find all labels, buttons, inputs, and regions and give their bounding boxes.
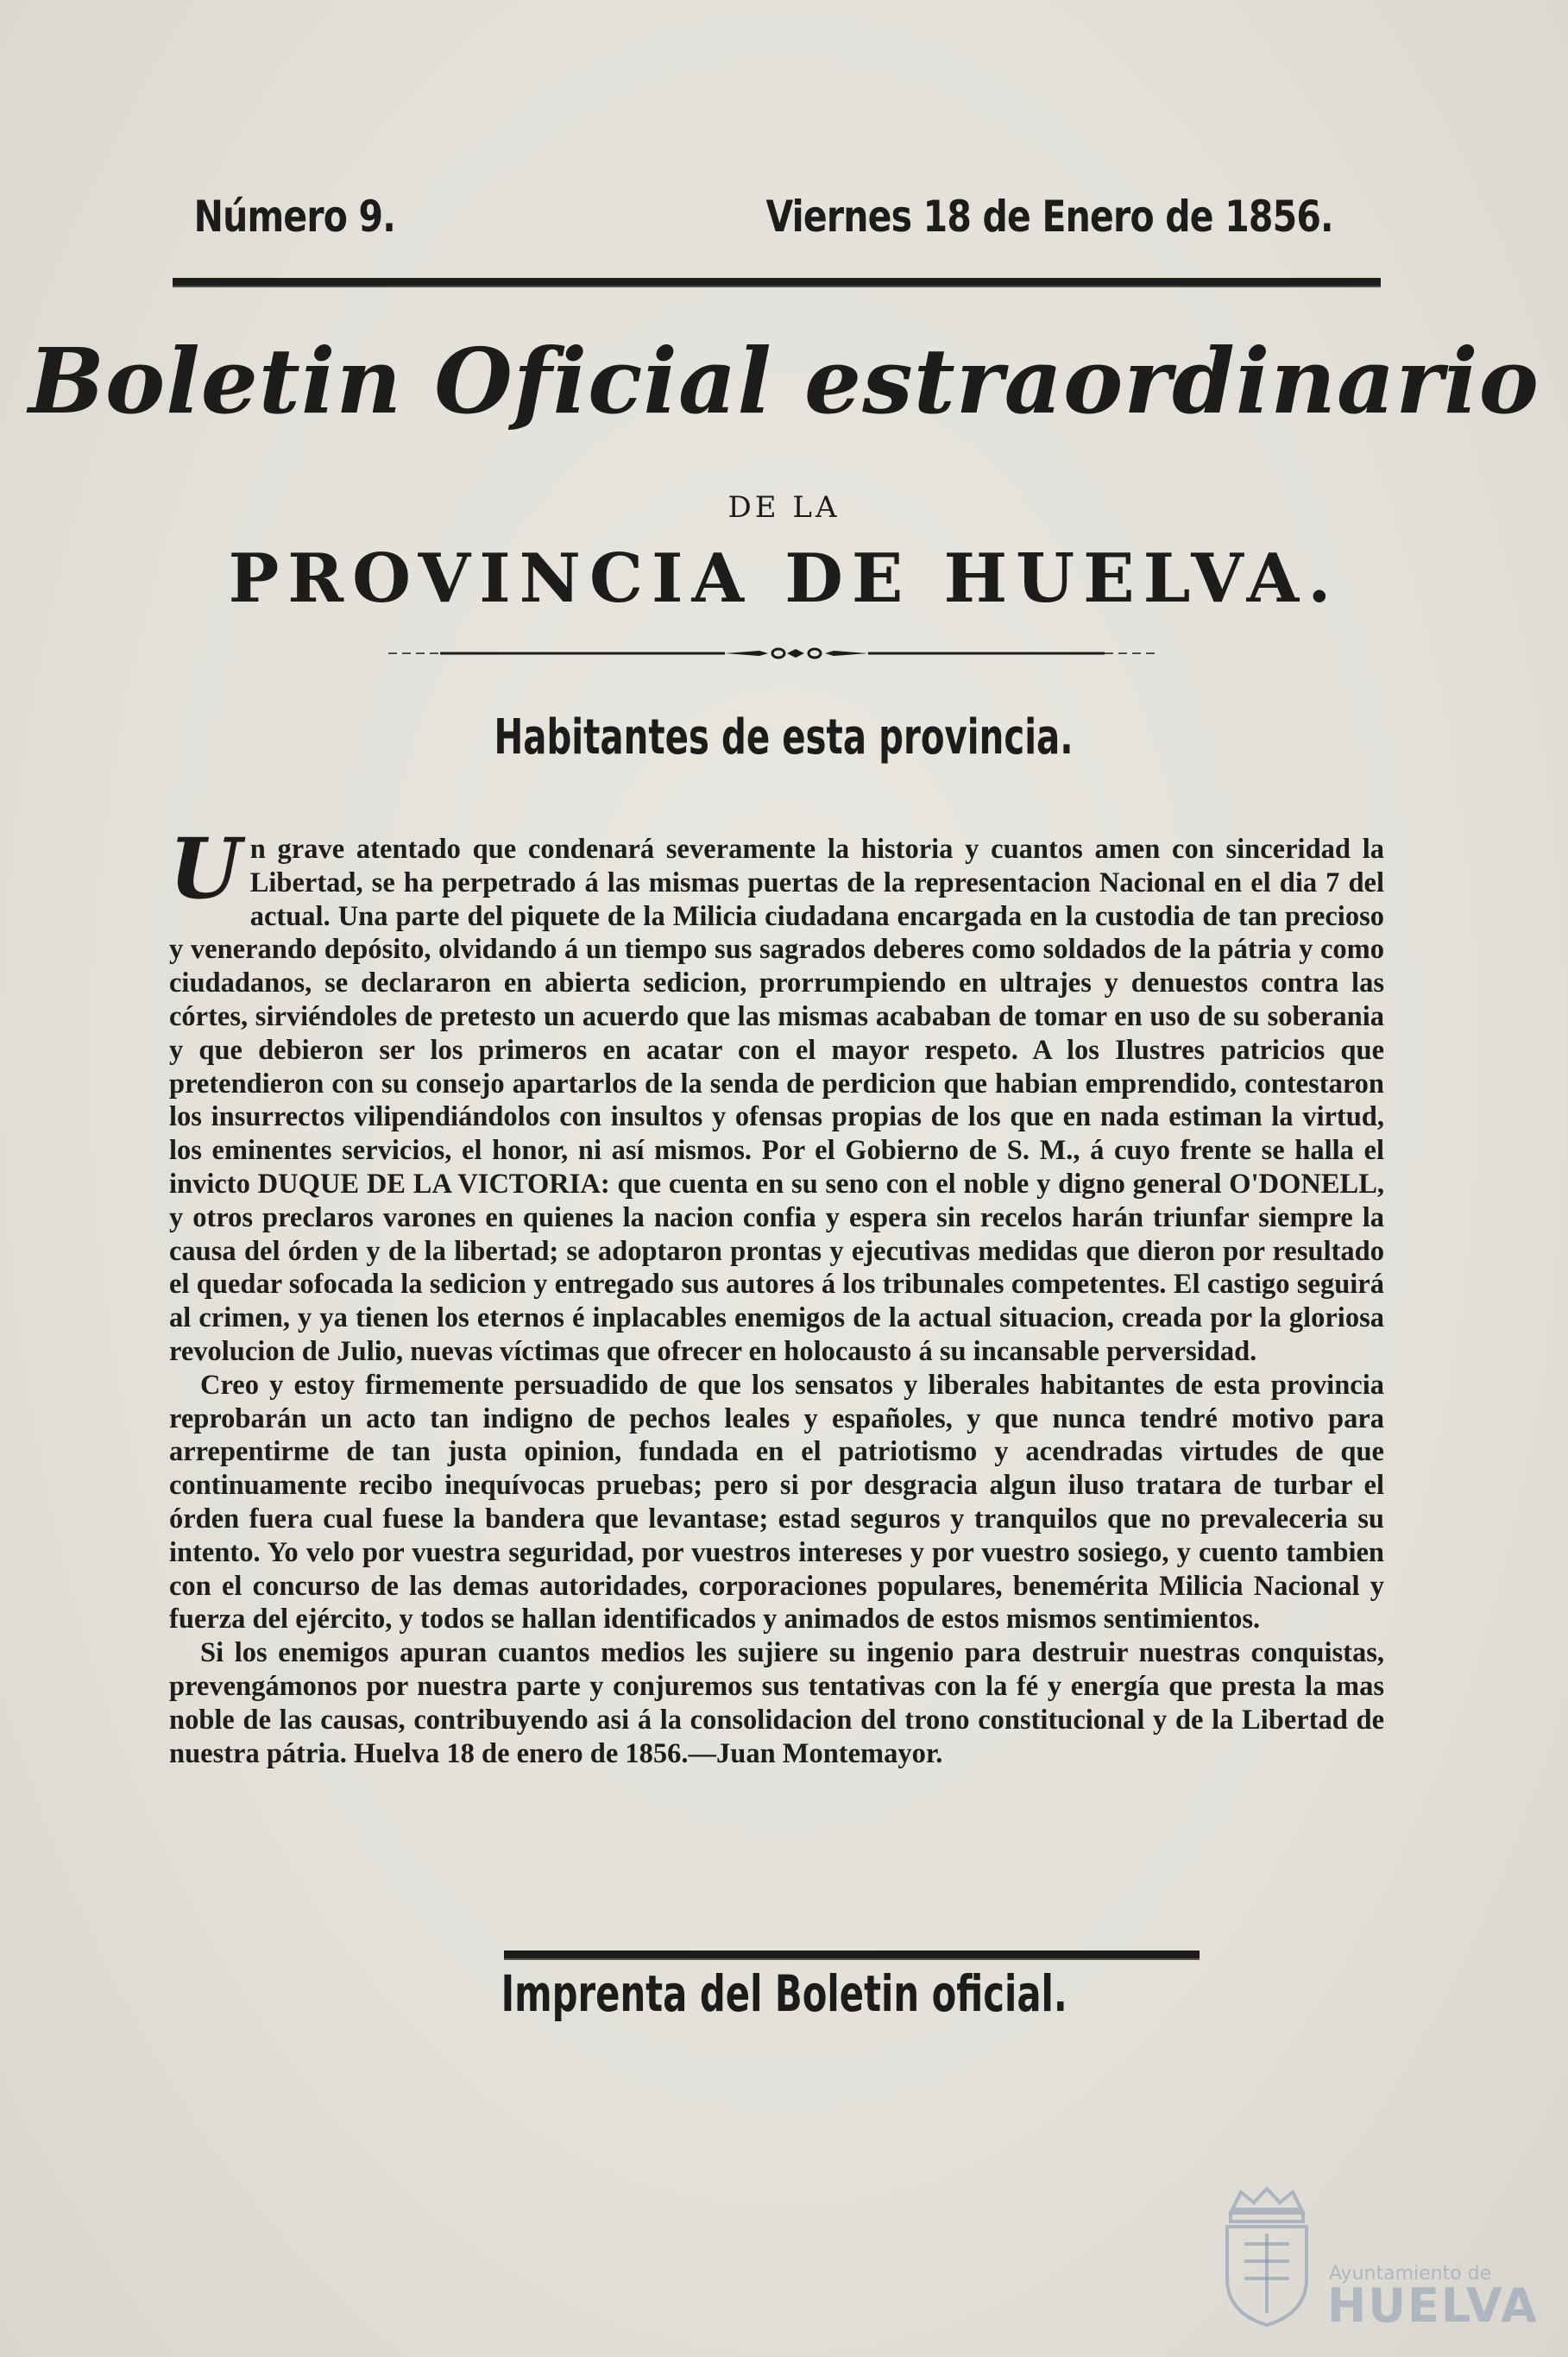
notice-paragraph: Un grave atentado que condenará severamente la historia y cuantos amen con sinceridad la Libertad, se ha perpetrado á las mismas puertas de la representacion Nacional en el dia 7 del actual. Una parte del piquete de la Milicia ciudadana encargada en la custodia de tan precioso y venerando depósito, olvidando á un tiempo sus sagrados deberes como soldados de la pátria y como ciudadanos, se declararon en abierta sedicion, prorrumpiendo en ultrajes y denuestos contra las córtes, sirviéndoles de pretesto un acuerdo que las mismas acababan de tomar en uso de su soberania y que debieron ser los primeros en acatar con el mayor respeto. A los Ilustres patricios que pretendieron con su consejo apartarlos de la senda de perdicion que habian emprendido, contestaron los insurrectos vilipendiándolos con insultos y ofensas propias de los que en nada estiman la virtud, los eminentes servicios, el honor, ni así mismos. Por el Gobierno de S. M., á cuyo frente se halla el invicto DUQUE DE LA VICTORIA: que cuenta en su seno con el noble y digno general O'DONELL, y otros preclaros varones en quienes la nacion confia y espera sin recelos harán triunfar siempre la causa del órden y de la libertad; se adoptaron prontas y ejecutivas medidas que dieron por resultado el quedar sofocada la sedicion y entregado sus autores á los tribunales competentes. El castigo seguirá al crimen, y ya tienen los eternos é inplacables enemigos de la actual situacion, creada por la gloriosa revolucion de Julio, nuevas víctimas que ofrecer en holocausto á su incansable perversidad.	[169, 820, 1384, 1367]
header-rule	[173, 278, 1381, 287]
crest-icon	[1215, 2184, 1319, 2330]
masthead-de-la: DE LA	[727, 490, 841, 525]
watermark-caption: Ayuntamiento de	[1329, 2263, 1492, 2285]
drop-cap: U	[169, 820, 242, 917]
watermark-name: HUELVA	[1327, 2278, 1539, 2333]
masthead-province: PROVINCIA DE HUELVA.	[228, 539, 1340, 618]
footer-rule	[504, 1951, 1200, 1960]
issue-number: Número 9.	[193, 192, 396, 242]
notice-heading: Habitantes de esta provincia.	[494, 709, 1074, 766]
notice-body	[169, 820, 1384, 1770]
notice-paragraph: Si los enemigos apuran cuantos medios les sujiere su ingenio para destruir nuestras conquistas, prevengámonos por nuestra parte y conjuremos sus tentativas con la fé y energía que presta la mas noble de las causas, contribuyendo asi á la consolidacion del trono constitucional y de la Libertad de nuestra pátria. Huelva 18 de enero de 1856.—Juan Montemayor.	[169, 1637, 1384, 1769]
masthead-title: Boletin Oficial estraordinario	[28, 328, 1540, 434]
issue-header	[173, 192, 1333, 242]
notice-paragraph: Creo y estoy firmemente persuadido de que los sensatos y liberales habitantes de esta provincia reprobarán un acto tan indigno de pechos leales y españoles, y que nunca tendré motivo para arrepentirme de tan justa opinion, fundada en el patriotismo y acendradas virtudes de que continuamente recibo inequívocas pruebas; pero si por desgracia algun iluso tratara de turbar el órden fuera cual fuese la bandera que levantase; estad seguros y tranquilos que no prevaleceria su intento. Yo velo por vuestra seguridad, por vuestros intereses y por vuestro sosiego, y cuento tambien con el concurso de las demas autoridades, corporaciones populares, benemérita Milicia Nacional y fuerza del ejército, y todos se hallan identificados y animados de estos mismos sentimientos.	[169, 1369, 1384, 1635]
archive-watermark	[1208, 2184, 1539, 2339]
ornamental-divider	[388, 643, 1156, 664]
issue-date: Viernes 18 de Enero de 1856.	[765, 192, 1333, 242]
printer-imprint: Imprenta del Boletin oficial.	[501, 1964, 1067, 2023]
